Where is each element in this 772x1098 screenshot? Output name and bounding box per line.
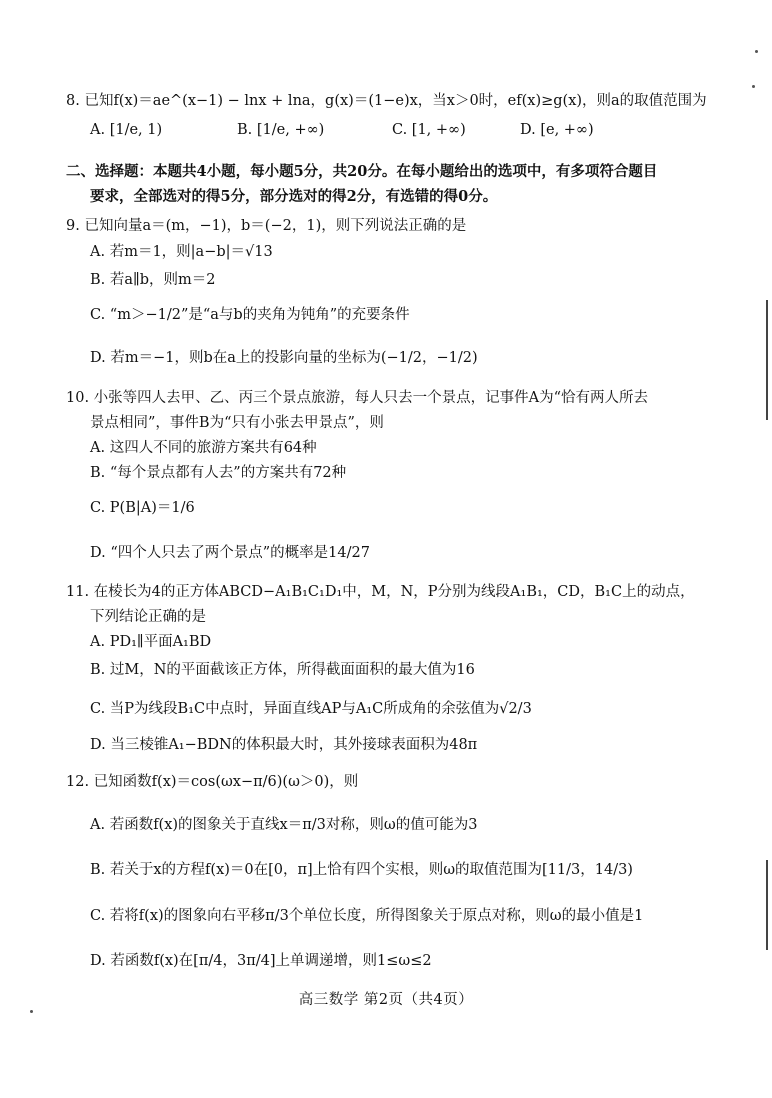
q8-option-b: B. [1/e, +∞) bbox=[237, 122, 325, 138]
scan-speck bbox=[755, 50, 758, 53]
scan-speck bbox=[30, 1010, 33, 1013]
q11-option-c: C. 当P为线段B₁C中点时，异面直线AP与A₁C所成角的余弦值为√2/3 bbox=[90, 701, 532, 717]
q8-option-a: A. [1/e, 1) bbox=[90, 122, 163, 138]
q8-option-c: C. [1, +∞) bbox=[392, 122, 466, 138]
q12-option-b: B. 若关于x的方程f(x)＝0在[0，π]上恰有四个实根，则ω的取值范围为[11/3，14/3) bbox=[90, 862, 633, 878]
q12-option-a: A. 若函数f(x)的图象关于直线x＝π/3对称，则ω的值可能为3 bbox=[90, 817, 478, 833]
q10-option-b: B. “每个景点都有人去”的方案共有72种 bbox=[90, 465, 347, 481]
scan-speck bbox=[752, 85, 755, 88]
scan-edge-mark-lower bbox=[766, 860, 768, 950]
q8-option-d: D. [e, +∞) bbox=[520, 122, 594, 138]
section2-line1: 二、选择题：本题共4小题，每小题5分，共20分。在每小题给出的选项中，有多项符合题目 bbox=[66, 163, 658, 180]
q12-option-d: D. 若函数f(x)在[π/4，3π/4]上单调递增，则1≤ω≤2 bbox=[90, 953, 432, 969]
q11-option-a: A. PD₁∥平面A₁BD bbox=[90, 634, 212, 650]
q9-option-a: A. 若m＝1，则|a−b|＝√13 bbox=[90, 244, 273, 260]
q8-options bbox=[90, 122, 650, 142]
q12-stem: 12. 已知函数f(x)＝cos(ωx−π/6)(ω＞0)，则 bbox=[66, 774, 359, 790]
q10-stem-line1: 10. 小张等四人去甲、乙、丙三个景点旅游，每人只去一个景点，记事件A为“恰有两人所去 bbox=[66, 390, 649, 406]
q12-option-c: C. 若将f(x)的图象向右平移π/3个单位长度，所得图象关于原点对称，则ω的最小值是1 bbox=[90, 908, 644, 924]
q9-option-b: B. 若a∥b，则m＝2 bbox=[90, 272, 216, 288]
q11-stem-line2: 下列结论正确的是 bbox=[90, 609, 206, 625]
q9-option-c: C. “m＞−1/2”是“a与b的夹角为钝角”的充要条件 bbox=[90, 307, 410, 323]
q9-stem: 9. 已知向量a＝(m，−1)，b＝(−2，1)，则下列说法正确的是 bbox=[66, 218, 467, 234]
scan-edge-mark bbox=[766, 300, 768, 420]
q10-stem-line2: 景点相同”，事件B为“只有小张去甲景点”，则 bbox=[90, 415, 384, 431]
q8-stem: 8. 已知f(x)＝ae^(x−1) − lnx + lna，g(x)＝(1−e)x，当x＞0时，ef(x)≥g(x)，则a的取值范围为 bbox=[66, 93, 707, 109]
page-footer: 高三数学 第2页（共4页） bbox=[298, 992, 474, 1008]
q9-option-d: D. 若m＝−1，则b在a上的投影向量的坐标为(−1/2，−1/2) bbox=[90, 350, 478, 366]
q10-option-a: A. 这四人不同的旅游方案共有64种 bbox=[90, 440, 317, 456]
section2-line2: 要求，全部选对的得5分，部分选对的得2分，有选错的得0分。 bbox=[90, 188, 498, 205]
q11-option-d: D. 当三棱锥A₁−BDN的体积最大时，其外接球表面积为48π bbox=[90, 737, 478, 753]
q10-option-c: C. P(B|A)＝1/6 bbox=[90, 500, 195, 516]
q11-option-b: B. 过M，N的平面截该正方体，所得截面面积的最大值为16 bbox=[90, 662, 475, 678]
q11-stem-line1: 11. 在棱长为4的正方体ABCD−A₁B₁C₁D₁中，M，N，P分别为线段A₁B₁，CD，B₁C上的动点， bbox=[66, 584, 695, 600]
q10-option-d: D. “四个人只去了两个景点”的概率是14/27 bbox=[90, 545, 370, 561]
